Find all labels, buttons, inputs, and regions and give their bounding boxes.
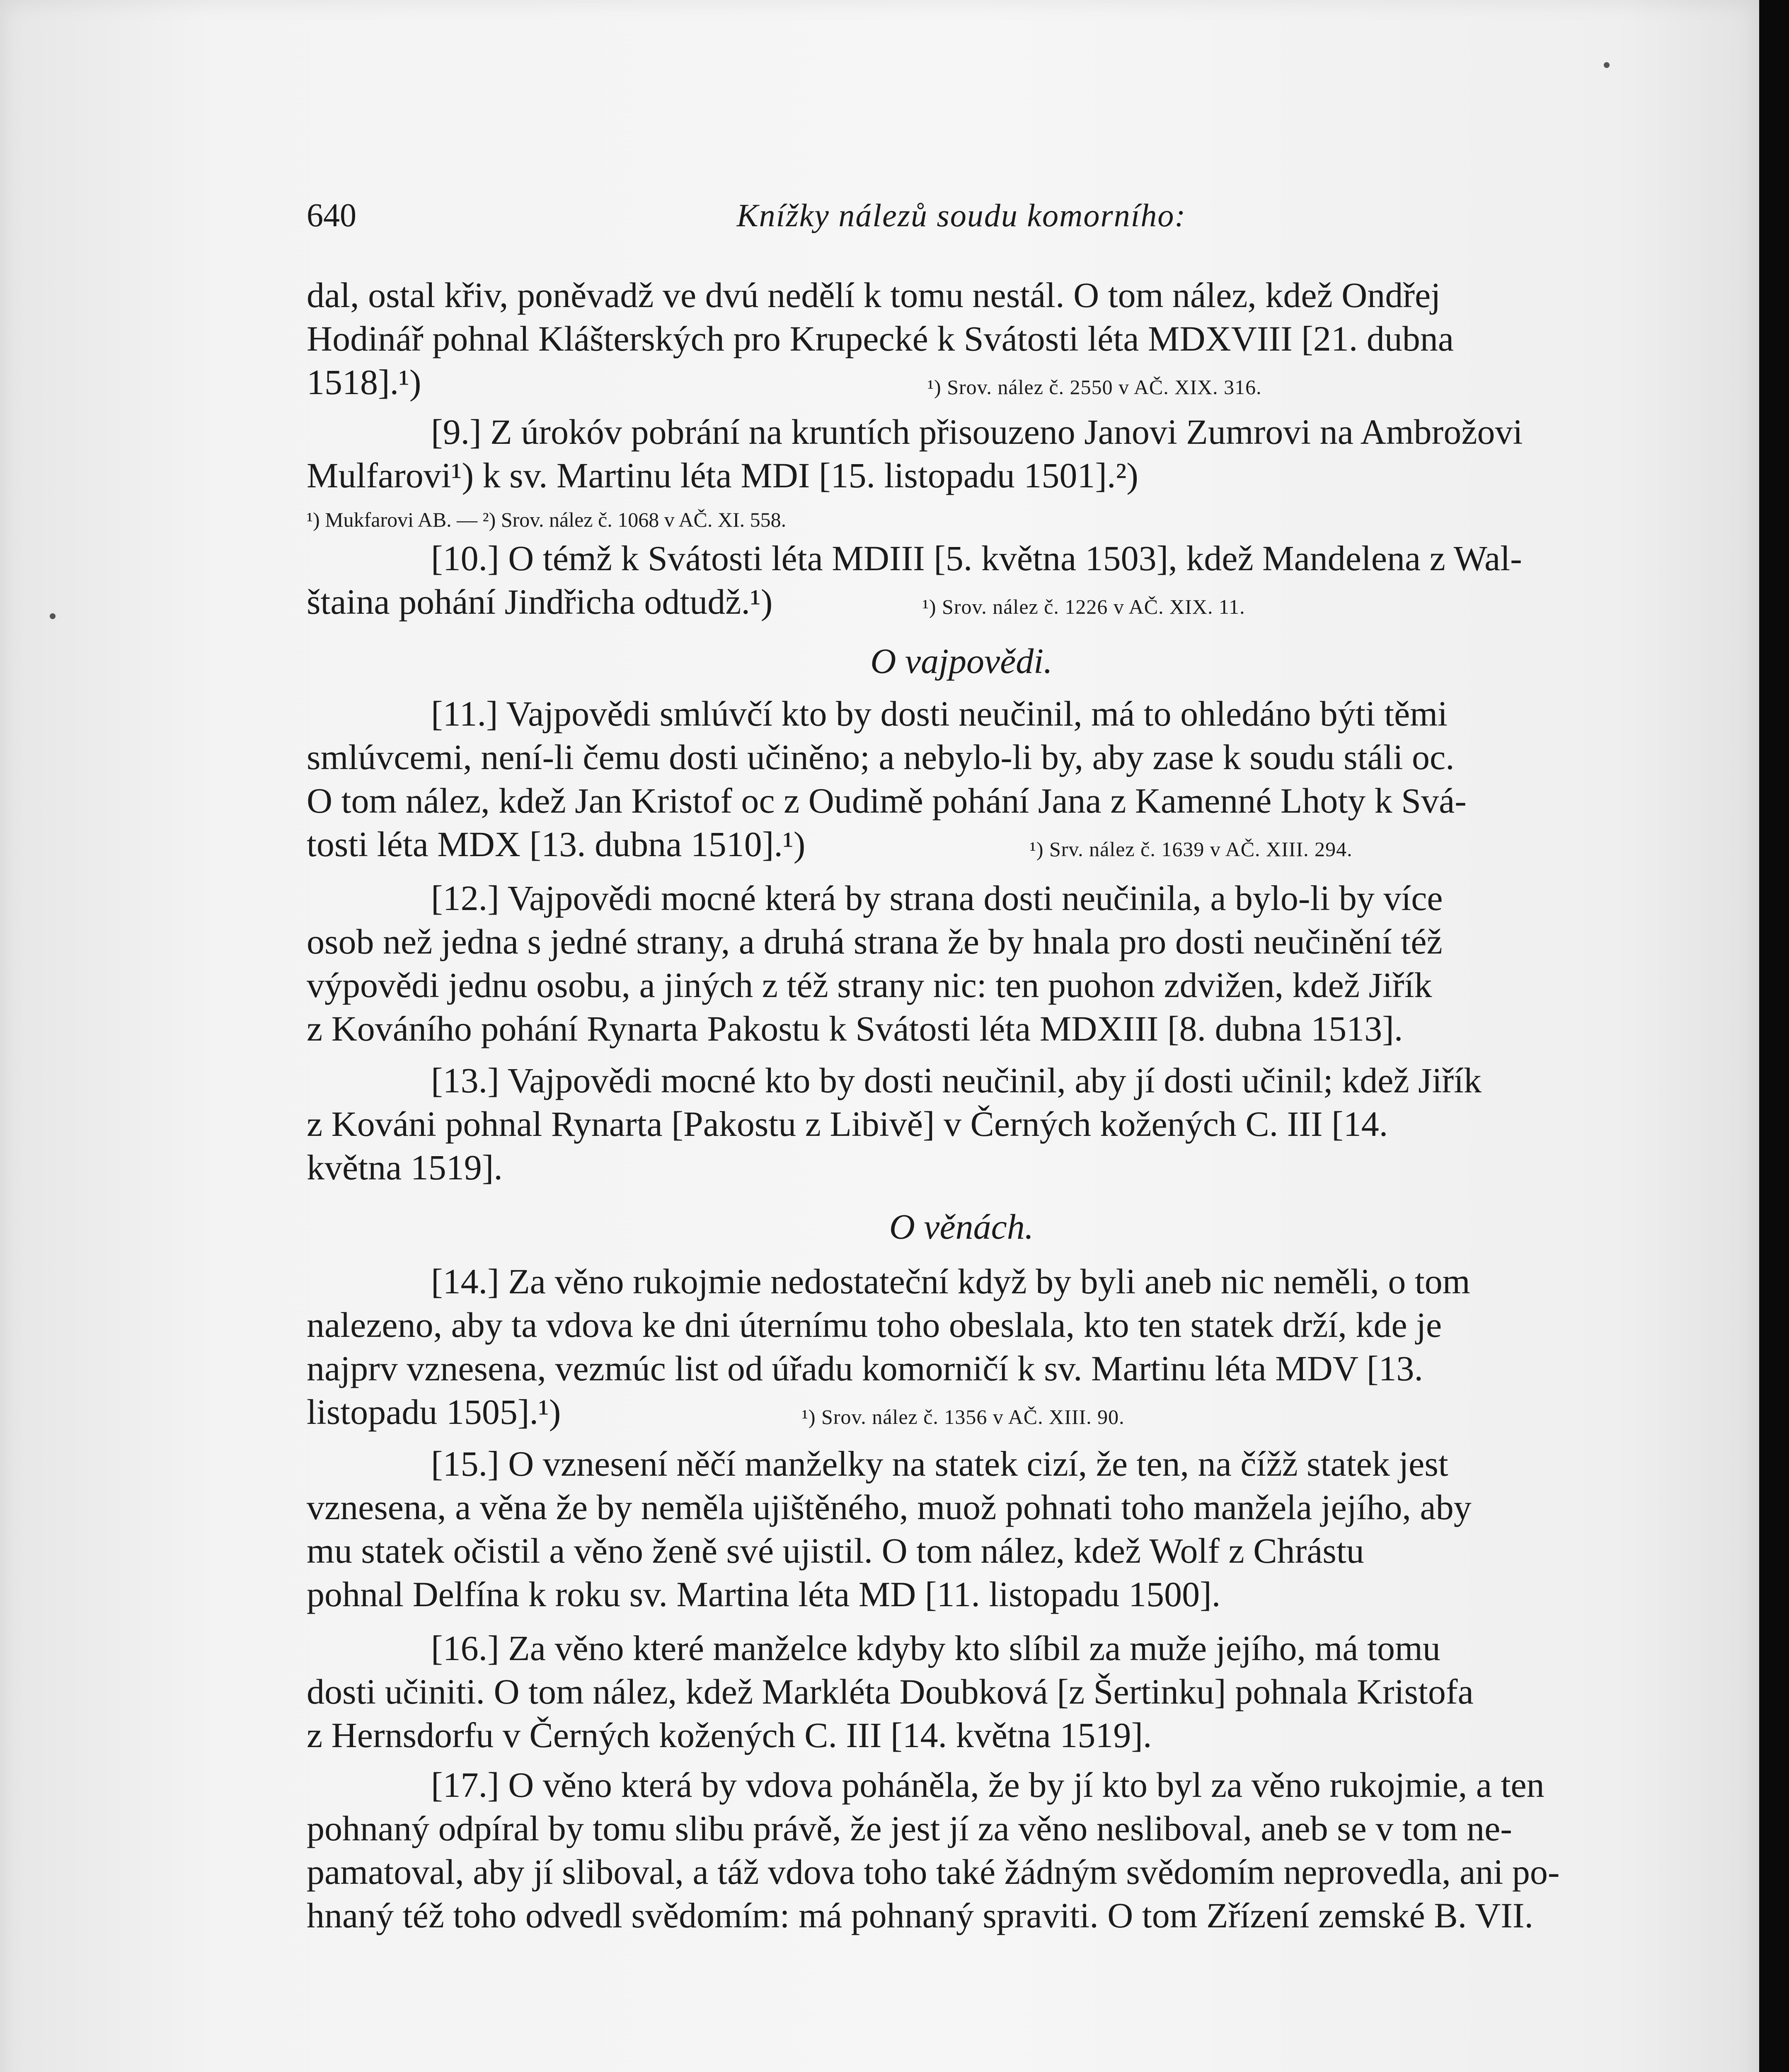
text-line: z Hernsdorfu v Černých kožených C. III [14. května 1519]. xyxy=(307,1715,1152,1755)
text-line: nalezeno, aby ta vdova ke dni úternímu toho obeslala, kto ten statek drží, kde je xyxy=(307,1305,1442,1345)
footnote: ¹) Srov. nález č. 1356 v AČ. XIII. 90. xyxy=(801,1405,1125,1428)
scan-border xyxy=(1759,0,1789,2072)
scan-speck xyxy=(50,613,56,619)
section-heading: O vajpovědi. xyxy=(870,641,1053,681)
text-line: Mulfarovi¹) k sv. Martinu léta MDI [15. listopadu 1501].²) xyxy=(307,455,1138,495)
paragraph xyxy=(307,692,1616,871)
text-line: mu statek očistil a věno ženě své ujistil. O tom nález, kdež Wolf z Chrástu xyxy=(307,1531,1364,1571)
text-line: dal, ostal křiv, poněvadž ve dvú nedělí k tomu nestál. O tom nález, kdež Ondřej xyxy=(307,275,1441,315)
paragraph xyxy=(307,1763,1616,1937)
text-line: [10.] O témž k Svátosti léta MDIII [5. května 1503], kdež Mandelena z Wal- xyxy=(431,538,1522,578)
text-line: 1518].¹) ¹) Srov. nález č. 2550 v AČ. XIX. 316. xyxy=(307,362,1262,402)
paragraph xyxy=(307,537,1616,629)
paragraph xyxy=(307,1442,1616,1616)
text-line: Hodinář pohnal Klášterských pro Krupecké k Svátosti léta MDXVIII [21. dubna xyxy=(307,319,1454,358)
page-header xyxy=(307,197,1616,247)
text-line: [14.] Za věno rukojmie nedostateční když by byli aneb nic neměli, o tom xyxy=(431,1261,1470,1301)
paragraph xyxy=(307,410,1616,497)
footnote: ¹) Srov. nález č. 2550 v AČ. XIX. 316. xyxy=(927,375,1262,399)
text-line: [13.] Vajpovědi mocné kto by dosti neučinil, aby jí dosti učinil; kdež Jiřík xyxy=(431,1060,1482,1100)
text-line: [15.] O vznesení něčí manželky na statek cizí, že ten, na čížž statek jest xyxy=(431,1444,1448,1484)
page-number: 640 xyxy=(307,197,356,234)
text-line: hnaný též toho odvedl svědomím: má pohnaný spraviti. O tom Zřízení zemské B. VII. xyxy=(307,1895,1534,1935)
text-line: dosti učiniti. O tom nález, kdež Markléta Doubková [z Šertinku] pohnala Kristofa xyxy=(307,1672,1474,1711)
paragraph xyxy=(307,1260,1616,1439)
section-heading: O věnách. xyxy=(889,1207,1034,1247)
text-line: května 1519]. xyxy=(307,1147,503,1187)
text-line: O tom nález, kdež Jan Kristof oc z Oudimě pohání Jana z Kamenné Lhoty k Svá- xyxy=(307,781,1467,821)
text-line: osob než jedna s jedné strany, a druhá strana že by hnala pro dosti neučinění též xyxy=(307,922,1443,961)
text-line: [17.] O věno která by vdova poháněla, že by jí kto byl za věno rukojmie, a ten xyxy=(431,1765,1544,1805)
text-line: štaina pohání Jindřicha odtudž.¹) ¹) Srov. nález č. 1226 v AČ. XIX. 11. xyxy=(307,582,1245,622)
text-line: [12.] Vajpovědi mocné která by strana dosti neučinila, a bylo-li by více xyxy=(431,878,1443,918)
text-line: najprv vznesena, vezmúc list od úřadu komorničí k sv. Martinu léta MDV [13. xyxy=(307,1348,1423,1388)
text-line: [9.] Z úrokóv pobrání na kruntích přisouzeno Janovi Zumrovi na Ambrožovi xyxy=(431,412,1523,452)
footnote: ¹) Mukfarovi AB. — ²) Srov. nález č. 1068 v AČ. XI. 558. xyxy=(307,508,787,531)
paragraph xyxy=(307,876,1616,1051)
text-line: vznesena, a věna že by neměla ujištěného, muož pohnati toho manžela jejího, aby xyxy=(307,1487,1472,1527)
running-title: Knížky nálezů soudu komorního: xyxy=(736,197,1186,233)
paragraph xyxy=(307,1059,1616,1189)
paragraph xyxy=(307,274,1616,409)
paragraph xyxy=(307,1627,1616,1757)
scan-speck xyxy=(1604,62,1610,68)
text-line: smlúvcemi, není-li čemu dosti učiněno; a nebylo-li by, aby zase k soudu stáli oc. xyxy=(307,737,1455,777)
text-line: z Kováního pohání Rynarta Pakostu k Svátosti léta MDXIII [8. dubna 1513]. xyxy=(307,1009,1403,1048)
text-line: listopadu 1505].¹) ¹) Srov. nález č. 1356 v AČ. XIII. 90. xyxy=(307,1392,1125,1432)
text-line: [16.] Za věno které manželce kdyby kto slíbil za muže jejího, má tomu xyxy=(431,1628,1440,1668)
text-line: z Kováni pohnal Rynarta [Pakostu z Libivě] v Černých kožených C. III [14. xyxy=(307,1104,1388,1144)
footnote: ¹) Srov. nález č. 1226 v AČ. XIX. 11. xyxy=(922,595,1245,618)
footnote: ¹) Srv. nález č. 1639 v AČ. XIII. 294. xyxy=(1029,838,1353,861)
text-line: tosti léta MDX [13. dubna 1510].¹) ¹) Srv. nález č. 1639 v AČ. XIII. 294. xyxy=(307,824,1353,864)
text-line: [11.] Vajpovědi smlúvčí kto by dosti neučinil, má to ohledáno býti těmi xyxy=(431,694,1448,733)
text-line: pohnal Delfína k roku sv. Martina léta MD [11. listopadu 1500]. xyxy=(307,1574,1221,1614)
text-line: výpovědi jednu osobu, a jiných z též strany nic: ten puohon zdvižen, kdež Jiřík xyxy=(307,965,1432,1005)
text-line: pohnaný odpíral by tomu slibu právě, že jest jí za věno nesliboval, aneb se v tom ne- xyxy=(307,1808,1512,1848)
text-line: pamatoval, aby jí sliboval, a táž vdova toho také žádným svědomím neprovedla, ani po- xyxy=(307,1852,1560,1892)
